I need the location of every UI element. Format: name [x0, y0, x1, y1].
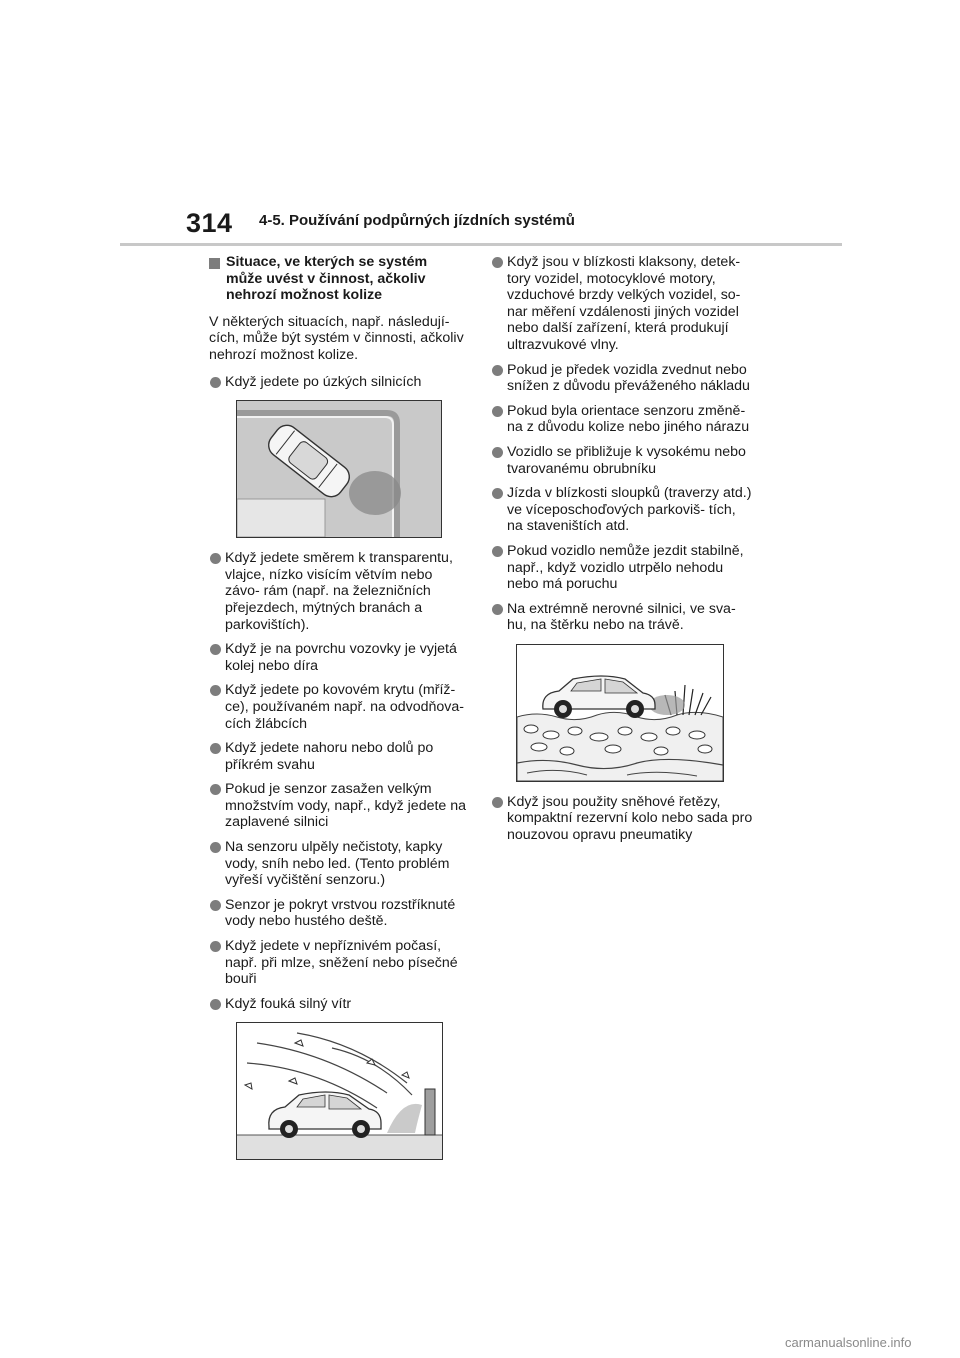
list-item: [491, 543, 753, 593]
list-item-text: Na extrémně nerovné silnici, ve sva- hu, na štěrku nebo na trávě.: [507, 600, 736, 634]
subsection-heading-text: Situace, ve kterých se systém může uvést v činnost, ačkoliv nehrozí možnost kolize: [226, 254, 428, 304]
bullet-dot-icon: [492, 257, 503, 268]
list-item-text: Pokud vozidlo nemůže jezdit stabilně, např., když vozidlo utrpělo nehodu nebo má poruchu: [507, 542, 744, 593]
strong-wind-illustration: [236, 1022, 443, 1160]
list-item: [209, 839, 467, 889]
bullet-dot-icon: [210, 784, 221, 795]
list-item-text: Když jsou použity sněhové řetězy, kompaktní rezervní kolo nebo sada pro nouzovou opravu pneumatiky: [507, 793, 753, 844]
list-item: [209, 781, 467, 831]
list-item: [209, 682, 467, 732]
header-divider: [120, 243, 842, 246]
list-item-text: Když jedete směrem k transparentu, vlajce, nízko visícím větvím nebo závo- rám (např. na železničních přejezdech, mýtných branách a parkovištích).: [225, 550, 453, 633]
list-item: [209, 374, 467, 391]
bullet-dot-icon: [210, 842, 221, 853]
bullet-dot-icon: [492, 797, 503, 808]
section-title: 4-5. Používání podpůrných jízdních systémů: [259, 212, 575, 229]
list-item: [491, 403, 753, 436]
list-item: [491, 485, 753, 535]
bullet-dot-icon: [492, 406, 503, 417]
bullet-dot-icon: [492, 546, 503, 557]
list-item: [209, 740, 467, 773]
page-header: [0, 0, 960, 250]
left-column: [209, 254, 467, 1172]
bullet-dot-icon: [210, 941, 221, 952]
list-item: [209, 897, 467, 930]
intro-paragraph: V některých situacích, např. následují- cích, může být systém v činnosti, ačkoliv nehrozí možnost kolize.: [209, 313, 464, 363]
bullet-dot-icon: [210, 999, 221, 1010]
list-item: [491, 444, 753, 477]
bullet-dot-icon: [210, 644, 221, 655]
page-number: 314: [186, 208, 233, 238]
list-item: [209, 996, 467, 1013]
list-item-text: Když jedete v nepříznivém počasí, např. při mlze, sněžení nebo písečné bouři: [225, 938, 458, 988]
list-item: [491, 362, 753, 395]
list-item-text: Vozidlo se přibližuje k vysokému nebo tvarovanému obrubníku: [507, 443, 746, 477]
rough-road-illustration: [516, 644, 724, 782]
list-item: [491, 794, 753, 844]
bullet-dot-icon: [210, 685, 221, 696]
narrow-road-illustration: [236, 400, 442, 538]
list-item-text: Pokud je předek vozidla zvednut nebo snížen z důvodu převáženého nákladu: [507, 361, 750, 395]
list-item: [491, 601, 753, 634]
list-item-text: Když jedete po kovovém krytu (mříž- ce), používaném např. na odvodňova- cích žlábcích: [225, 682, 464, 732]
bullet-dot-icon: [210, 743, 221, 754]
list-item-text: Když jedete nahoru nebo dolů po příkrém svahu: [225, 740, 434, 773]
list-item-text: Pokud je senzor zasažen velkým množstvím vody, např., když jedete na zaplavené silnici: [225, 781, 467, 831]
list-item: [209, 641, 467, 674]
list-item-text: Když fouká silný vítr: [225, 995, 352, 1012]
list-item-text: Pokud byla orientace senzoru změně- na z důvodu kolize nebo jiného nárazu: [507, 402, 750, 436]
bullet-dot-icon: [210, 900, 221, 911]
list-item-text: Jízda v blízkosti sloupků (traverzy atd.) ve víceposchoďových parkoviš- tích, na staveništích atd.: [507, 485, 752, 535]
bullet-dot-icon: [210, 553, 221, 564]
bullet-dot-icon: [210, 377, 221, 388]
bullet-dot-icon: [492, 488, 503, 499]
list-item-text: Když je na povrchu vozovky je vyjetá kolej nebo díra: [225, 641, 457, 674]
list-item: [491, 254, 753, 354]
list-item: [209, 550, 467, 633]
right-column: [491, 254, 753, 852]
list-item-text: Na senzoru ulpěly nečistoty, kapky vody, sníh nebo led. (Tento problém vyřeší vyčištění senzoru.): [225, 839, 450, 889]
bullet-dot-icon: [492, 604, 503, 615]
bullet-dot-icon: [492, 447, 503, 458]
subsection-heading: [209, 254, 467, 304]
list-item-text: Když jsou v blízkosti klaksony, detek- tory vozidel, motocyklové motory, vzduchové brzdy velkých vozidel, so- nar měření vzdálenosti jiných vozidel nebo další zařízení, která produkují ultrazvukové vlny.: [507, 254, 741, 353]
list-item-text: Senzor je pokryt vrstvou rozstříknuté vody nebo hustého deště.: [225, 896, 456, 930]
bullet-dot-icon: [492, 365, 503, 376]
list-item: [209, 938, 467, 988]
list-item-text: Když jedete po úzkých silnicích: [225, 373, 422, 390]
square-bullet-icon: [209, 258, 220, 269]
watermark: carmanualsonline.info: [785, 1335, 912, 1350]
